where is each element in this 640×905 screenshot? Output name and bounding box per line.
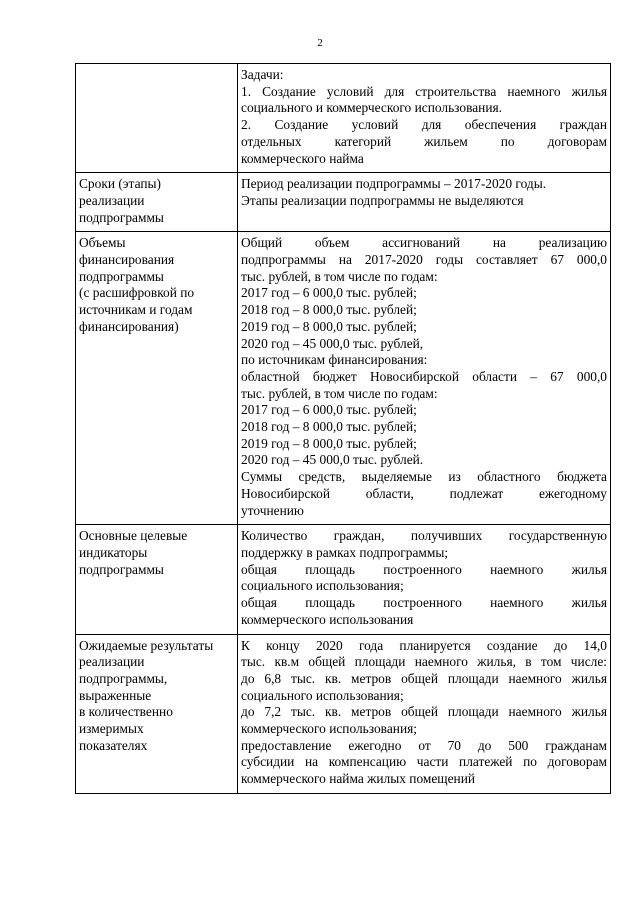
content-line: Период реализации подпрограммы – 2017-2020 годы. [241, 176, 547, 192]
content-line: общая площадь построенного наемного жилья [241, 595, 607, 611]
label-line: подпрограммы [79, 268, 164, 284]
content-line: коммерческого найма [241, 150, 364, 166]
content-line: до 7,2 тыс. кв. метров общей площади наемного жилья [241, 704, 607, 720]
table-row [76, 634, 611, 793]
table-row [76, 173, 611, 232]
content-line: поддержку в рамках подпрограммы; [241, 544, 449, 560]
table-row [76, 232, 611, 525]
label-line: подпрограммы, [79, 670, 168, 686]
content-line: субсидии на компенсацию части платежей по договорам [241, 754, 607, 770]
label-line: Сроки (этапы) [79, 176, 161, 192]
content-line: К концу 2020 года планируется создание до 14,0 [241, 637, 607, 653]
content-line: социального использования; [241, 578, 404, 594]
table-row [76, 64, 611, 173]
content-line: Количество граждан, получивших государственную [241, 528, 607, 544]
content-line: Новосибирской области, подлежат ежегодному [241, 485, 607, 501]
content-line: по источникам финансирования: [241, 352, 428, 368]
content-line: социального и коммерческого использования. [241, 100, 503, 116]
label-line: Ожидаемые результаты [79, 637, 214, 653]
label-line: источникам и годам [79, 302, 193, 318]
content-line: 2019 год – 8 000,0 тыс. рублей; [241, 318, 417, 334]
content-line: 2020 год – 45 000,0 тыс. рублей. [241, 452, 424, 468]
label-line: показателях [79, 737, 148, 753]
row-content-cell [238, 64, 611, 173]
label-line: финансирования) [79, 318, 179, 334]
label-line: подпрограммы [79, 209, 164, 225]
content-line: 2018 год – 8 000,0 тыс. рублей; [241, 419, 417, 435]
content-line: 2. Создание условий для обеспечения граждан [241, 117, 607, 133]
content-line: Задачи: [241, 67, 284, 82]
content-line: 1. Создание условий для строительства наемного жилья [241, 83, 607, 99]
label-line: Объемы [79, 235, 126, 251]
table-row [76, 525, 611, 634]
content-line: общая площадь построенного наемного жилья [241, 561, 607, 577]
row-content-cell [238, 232, 611, 525]
label-line: реализации [79, 192, 145, 208]
label-line: реализации [79, 654, 145, 670]
content-line: 2020 год – 45 000,0 тыс. рублей, [241, 335, 424, 351]
content-line: тыс. рублей, в том числе по годам: [241, 385, 438, 401]
row-label-cell [76, 232, 238, 525]
content-line: социального использования; [241, 687, 404, 703]
row-label-cell [76, 525, 238, 634]
content-line: отдельных категорий жильем по договорам [241, 133, 607, 149]
label-line: финансирования [79, 252, 175, 268]
content-line: коммерческого найма жилых помещений [241, 771, 476, 787]
content-line: уточнению [241, 502, 304, 518]
content-line: 2019 год – 8 000,0 тыс. рублей; [241, 435, 417, 451]
content-line: тыс. рублей, в том числе по годам: [241, 268, 438, 284]
content-line: 2017 год – 6 000,0 тыс. рублей; [241, 402, 417, 418]
content-line: предоставление ежегодно от 70 до 500 гражданам [241, 737, 607, 753]
page-number: 2 [317, 37, 323, 49]
content-line: Суммы средств, выделяемые из областного бюджета [241, 469, 607, 485]
content-line: коммерческого использования [241, 611, 414, 627]
content-line: 2018 год – 8 000,0 тыс. рублей; [241, 302, 417, 318]
row-content-cell [238, 525, 611, 634]
row-label-cell [76, 634, 238, 793]
passport-table-body [76, 64, 611, 794]
label-line: в количественно [79, 704, 173, 720]
subprogram-passport-table [75, 63, 611, 794]
content-line: тыс. кв.м общей площади наемного жилья, в том числе: [241, 654, 607, 670]
label-line: Основные целевые [79, 528, 188, 544]
content-line: Этапы реализации подпрограммы не выделяются [241, 192, 524, 208]
label-line: индикаторы [79, 544, 148, 560]
label-line: выраженные [79, 687, 152, 703]
label-line: подпрограммы [79, 561, 164, 577]
row-content-cell [238, 634, 611, 793]
content-line: областной бюджет Новосибирской области – 67 000,0 [241, 368, 607, 384]
content-line: подпрограммы на 2017-2020 годы составляет 67 000,0 [241, 252, 607, 268]
row-content-cell [238, 173, 611, 232]
label-line: измеримых [79, 721, 144, 737]
content-line: Общий объем ассигнований на реализацию [241, 235, 607, 251]
content-line: 2017 год – 6 000,0 тыс. рублей; [241, 285, 417, 301]
content-line: до 6,8 тыс. кв. метров общей площади наемного жилья [241, 670, 607, 686]
content-line: коммерческого использования; [241, 721, 417, 737]
label-line: (с расшифровкой по [79, 285, 195, 301]
row-label-cell [76, 173, 238, 232]
row-label-cell [76, 64, 238, 173]
